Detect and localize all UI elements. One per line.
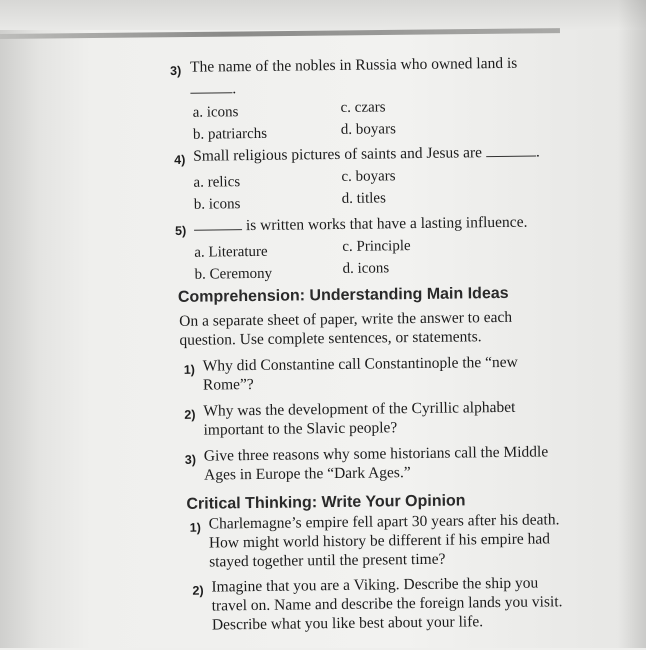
option-a: a. relics [193,174,241,191]
question-number: 4) [174,152,186,167]
blank-period: . [535,143,540,161]
question-text-line: Imagine that you are a Viking. Describe the ship you [211,574,539,596]
option-b: b. Ceremony [194,265,273,283]
option-d: d. boyars [340,121,396,138]
option-a: a. icons [192,104,239,121]
question-text-line: How might world history be different if his empire had [208,530,551,552]
question-text-line: travel on. Name and describe the foreign lands you visit. [211,593,563,615]
question-number: 5) [175,223,187,238]
question-text-line: important to the Slavic people? [203,419,398,439]
question-text-line: Give three reasons why some historians call the Middle [203,443,549,465]
question-prompt-text: is written works that have a lasting influence. [245,213,528,235]
question-prompt [193,143,540,165]
option-c: c. Principle [342,238,411,255]
instructions-line: On a separate sheet of paper, write the answer to each [179,308,513,330]
question-prompt [194,214,528,236]
question-text-line: Describe what you like best about your life. [211,613,484,634]
question-text-line: Ages in Europe the “Dark Ages.” [203,464,411,484]
option-d: d. icons [342,260,390,277]
question-number: 3) [170,63,182,78]
question-number: 1) [189,520,201,535]
blank-period: . [232,80,237,98]
option-d: d. titles [341,190,386,207]
option-a: a. Literature [194,243,268,261]
question-number: 2) [192,583,204,598]
option-c: c. boyars [341,168,396,185]
question-text-line: stayed together until the present time? [209,550,446,571]
question-text-line: Charlemagne’s empire fell apart 30 years after his death. [208,511,560,533]
instructions-line: question. Use complete sentences, or statements. [179,328,482,349]
option-c: c. czars [340,99,386,116]
question-number: 2) [184,407,196,422]
answer-blank [190,80,236,99]
option-b: b. patriarchs [192,125,268,143]
section-heading-comprehension: Comprehension: Understanding Main Ideas [177,284,509,306]
section-heading-critical-thinking: Critical Thinking: Write Your Opinion [186,492,466,513]
question-prompt: The name of the nobles in Russia who owned land is [189,54,518,76]
question-prompt-text: Small religious pictures of saints and Jesus are [193,144,483,165]
question-text-line: Rome”? [202,376,254,394]
question-number: 1) [183,362,195,377]
question-number: 3) [184,452,197,467]
question-text-line: Why was the development of the Cyrillic alphabet [203,398,516,420]
option-b: b. icons [193,196,241,213]
question-text-line: Why did Constantine call Constantinople the “new [202,353,518,375]
